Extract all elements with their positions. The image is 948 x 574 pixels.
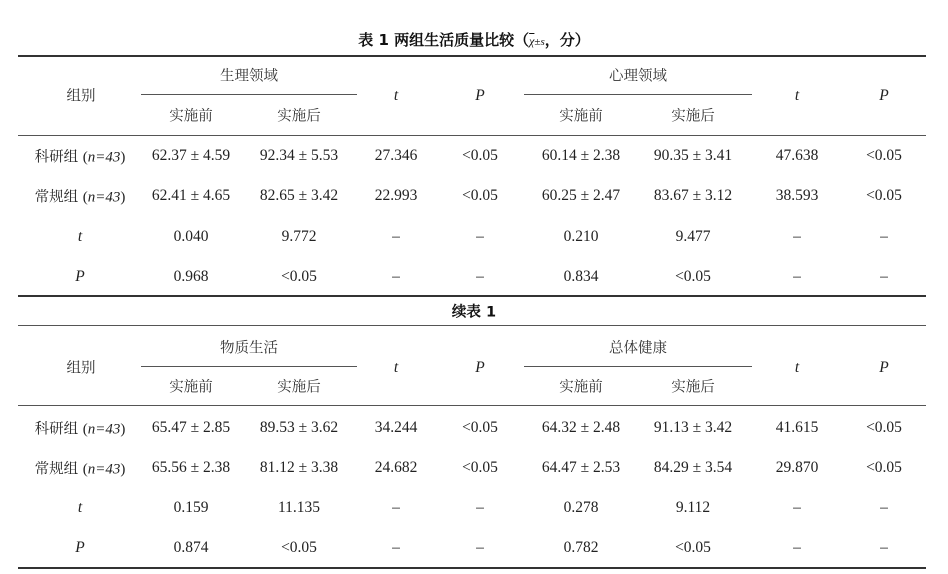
domain-b-t: 38.593 (775, 187, 819, 204)
domain-b-p: <0.05 (866, 147, 902, 164)
domain-b-after: <0.05 (675, 539, 711, 556)
header-rule-1 (18, 135, 926, 136)
domain-b-before: 64.32 ± 2.48 (541, 419, 621, 436)
top-rule (18, 55, 926, 57)
domain-a-before: 0.968 (173, 268, 209, 285)
domain-b-after: 83.67 ± 3.12 (653, 187, 733, 204)
domain-b-after: 91.13 ± 3.42 (653, 419, 733, 436)
t-header: t (393, 359, 399, 376)
caption-mean-symbol: $\overline{\chi}$ (529, 34, 535, 48)
row-group-name: 科研组 (34, 149, 79, 166)
domain-a-before: 0.159 (173, 499, 209, 516)
row-label: 科研组 (n=43) (34, 421, 126, 438)
domain-b-t: – (793, 539, 801, 556)
domain-a-after: 82.65 ± 3.42 (259, 187, 339, 204)
domain-b-before: 0.782 (563, 539, 599, 556)
domain-b-after: <0.05 (675, 268, 711, 285)
domain-a-before: 62.37 ± 4.59 (151, 147, 231, 164)
before-header: 实施前 (169, 108, 213, 125)
domain-b-before: 64.47 ± 2.53 (541, 459, 621, 476)
domain-a-before: 65.47 ± 2.85 (151, 419, 231, 436)
domain-a-after: 11.135 (277, 499, 321, 516)
domain-a-underline (141, 366, 357, 367)
row-label: 常规组 (n=43) (34, 461, 126, 478)
row-sample-size: n=43 (87, 189, 121, 206)
after-header: 实施后 (277, 379, 321, 396)
p-header: P (879, 359, 889, 376)
domain-a-after: 92.34 ± 5.53 (259, 147, 339, 164)
section-rule (18, 295, 926, 297)
domain-b-t: – (793, 499, 801, 516)
domain-a-t: – (392, 228, 400, 245)
row-label: t (77, 228, 83, 245)
domain-b-p: <0.05 (866, 419, 902, 436)
domain-b-p: <0.05 (866, 187, 902, 204)
domain-a-p: – (476, 499, 484, 516)
p-header: P (475, 359, 485, 376)
header-rule-2 (18, 405, 926, 406)
row-group-name: 常规组 (34, 461, 79, 478)
domain-b-t: 41.615 (775, 419, 819, 436)
caption-text: 表 1 两组生活质量比较（ (358, 31, 530, 49)
domain-a-before: 62.41 ± 4.65 (151, 187, 231, 204)
domain-a-after: <0.05 (281, 539, 317, 556)
p-header: P (475, 87, 485, 104)
domain-b-p: – (880, 539, 888, 556)
domain-b-before: 0.278 (563, 499, 599, 516)
domain-a-t: 22.993 (374, 187, 418, 204)
domain-a-underline (141, 94, 357, 95)
domain-a-header: 生理领域 (220, 68, 278, 85)
domain-a-t: – (392, 268, 400, 285)
row-label: 科研组 (n=43) (34, 149, 126, 166)
caption-pm-symbol: ± (534, 36, 541, 48)
domain-b-p: – (880, 499, 888, 516)
domain-a-after: <0.05 (281, 268, 317, 285)
domain-b-p: – (880, 228, 888, 245)
domain-b-p: <0.05 (866, 459, 902, 476)
before-header: 实施前 (559, 379, 603, 396)
caption-suffix: ，分） (544, 31, 590, 49)
domain-a-header: 物质生活 (220, 340, 278, 357)
row-sample-size: n=43 (87, 461, 121, 478)
domain-b-underline (524, 94, 752, 95)
row-group-name: 科研组 (34, 421, 79, 438)
domain-a-t: 34.244 (374, 419, 418, 436)
group-header: 组别 (66, 360, 96, 377)
domain-b-after: 84.29 ± 3.54 (653, 459, 733, 476)
caption-sd-symbol: s (540, 36, 545, 48)
domain-a-before: 0.040 (173, 228, 209, 245)
domain-b-after: 9.477 (675, 228, 711, 245)
domain-a-p: <0.05 (462, 419, 498, 436)
domain-a-p: <0.05 (462, 459, 498, 476)
domain-a-t: – (392, 499, 400, 516)
after-header: 实施后 (671, 108, 715, 125)
domain-b-header: 心理领域 (609, 68, 667, 85)
row-group-name: 常规组 (34, 189, 79, 206)
domain-b-header: 总体健康 (609, 340, 667, 357)
row-label: 常规组 (n=43) (34, 189, 126, 206)
bottom-rule (18, 567, 926, 569)
domain-b-t: – (793, 228, 801, 245)
domain-b-before: 60.14 ± 2.38 (541, 147, 621, 164)
domain-a-t: 24.682 (374, 459, 418, 476)
continued-caption: 续表 1 (451, 304, 497, 321)
p-header: P (879, 87, 889, 104)
domain-b-t: – (793, 268, 801, 285)
before-header: 实施前 (169, 379, 213, 396)
domain-a-p: – (476, 268, 484, 285)
domain-b-t: 47.638 (775, 147, 819, 164)
domain-a-t: – (392, 539, 400, 556)
domain-b-t: 29.870 (775, 459, 819, 476)
domain-b-before: 0.210 (563, 228, 599, 245)
domain-a-before: 0.874 (173, 539, 209, 556)
row-sample-size: n=43 (87, 149, 121, 166)
domain-a-p: <0.05 (462, 147, 498, 164)
domain-a-p: <0.05 (462, 187, 498, 204)
domain-a-after: 9.772 (281, 228, 317, 245)
domain-b-underline (524, 366, 752, 367)
domain-b-after: 9.112 (675, 499, 711, 516)
t-header: t (794, 359, 800, 376)
t-header: t (794, 87, 800, 104)
after-header: 实施后 (671, 379, 715, 396)
domain-a-p: – (476, 539, 484, 556)
domain-b-p: – (880, 268, 888, 285)
row-label: t (77, 499, 83, 516)
domain-b-before: 60.25 ± 2.47 (541, 187, 621, 204)
domain-b-before: 0.834 (563, 268, 599, 285)
domain-a-t: 27.346 (374, 147, 418, 164)
before-header: 实施前 (559, 108, 603, 125)
row-sample-size: n=43 (87, 421, 121, 438)
after-header: 实施后 (277, 108, 321, 125)
domain-a-p: – (476, 228, 484, 245)
domain-a-after: 81.12 ± 3.38 (259, 459, 339, 476)
row-label: P (75, 539, 85, 556)
continued-rule (18, 325, 926, 326)
group-header: 组别 (66, 88, 96, 105)
domain-a-after: 89.53 ± 3.62 (259, 419, 339, 436)
domain-b-after: 90.35 ± 3.41 (653, 147, 733, 164)
table-caption (0, 29, 948, 50)
domain-a-before: 65.56 ± 2.38 (151, 459, 231, 476)
row-label: P (75, 268, 85, 285)
t-header: t (393, 87, 399, 104)
